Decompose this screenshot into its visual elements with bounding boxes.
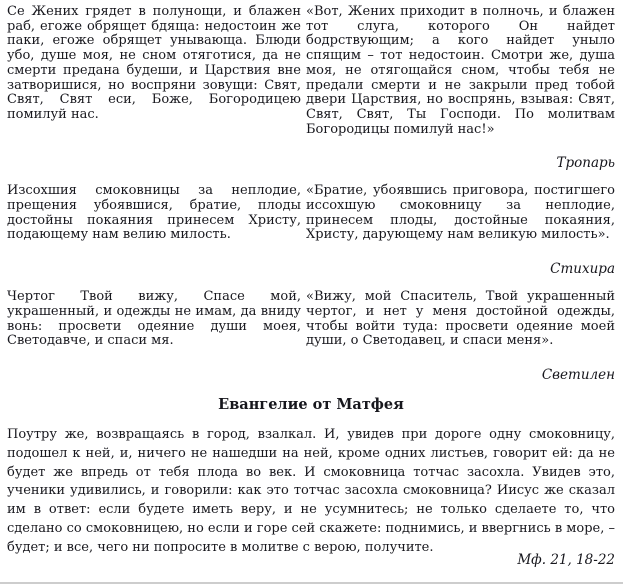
parallel-text-row-svetilen bbox=[7, 290, 615, 349]
genre-label-svetilen: Светилен bbox=[541, 366, 615, 383]
parallel-text-row-stichira bbox=[7, 184, 615, 243]
verse-reference: Мф. 21, 18-22 bbox=[517, 552, 615, 568]
russian-translation-text-svetilen: «Вижу, мой Спаситель, Твой украшенный чертог, и нет у меня достойной одежды, чтобы войти туда: просвети одеяние моей души, о Светодавец, и спаси меня». bbox=[306, 289, 615, 349]
parallel-text-row-tropar bbox=[7, 5, 615, 137]
church-slavonic-text-svetilen: Чертог Твой вижу, Спасе мой, украшенный, и одежды не имам, да вниду вонь: просвети одеяние души моея, Светодавче, и спаси мя. bbox=[7, 289, 301, 349]
church-slavonic-text-stichira: Изсохшия смоковницы за неплодие, прещения убоявшися, братие, плоды достойны покаяния принесем Христу, подающему нам велию милость. bbox=[7, 183, 301, 243]
russian-translation-text-stichira: «Братие, убоявшись приговора, постигшего иссохшую смоковницу за неплодие, принесем плоды, достойные покаяния, Христу, дарующему нам великую милость». bbox=[306, 183, 615, 243]
gospel-text: Поутру же, возвращаясь в город, взалкал. И, увидев при дороге одну смоковницу, подошел к ней, и, ничего не нашедши на ней, кроме одних листьев, говорит ей: да не будет же впредь от тебя плода во век. И смоковница тотчас засохла. Увидев это, ученики удивились, и говорили: как это тотчас засохла смоковница? Иисус же сказал им в ответ: если будете иметь веру, и не усумнитесь; не только сделаете то, что сделано со смоковницею, но если и горе сей скажете: поднимись, и ввергнись в море, – будет; и все, чего ни попросите в молитве с верою, получите. bbox=[7, 426, 615, 555]
genre-label-tropar: Тропарь bbox=[556, 155, 615, 172]
gospel-heading: Евангелие от Матфея bbox=[218, 395, 404, 413]
russian-translation-text-tropar: «Вот, Жених приходит в полночь, и блажен тот слуга, которого Он найдет бодрствующим; а кого найдет уныло спящим – тот недостоин. Смотри же, душа моя, не отягощайся сном, чтобы тебя не предали смерти и не закрыли пред тобой двери Царствия, но воспрянь, взывая: Свят, Свят, Свят, Ты Господи. По молитвам Богородицы помилуй нас!» bbox=[306, 4, 615, 137]
church-slavonic-text-tropar: Се Жених грядет в полунощи, и блажен раб, егоже обрящет бдяща: недостоин же паки, егоже обрящет унывающа. Блюди убо, душе моя, не сном отяготися, да не смерти предана будеши, и Царствия вне затворишися, но воспряни зовущи: Свят, Свят, Свят еси, Боже, Богородицею помилуй нас. bbox=[7, 4, 301, 122]
genre-label-stichira: Стихира bbox=[550, 261, 615, 278]
